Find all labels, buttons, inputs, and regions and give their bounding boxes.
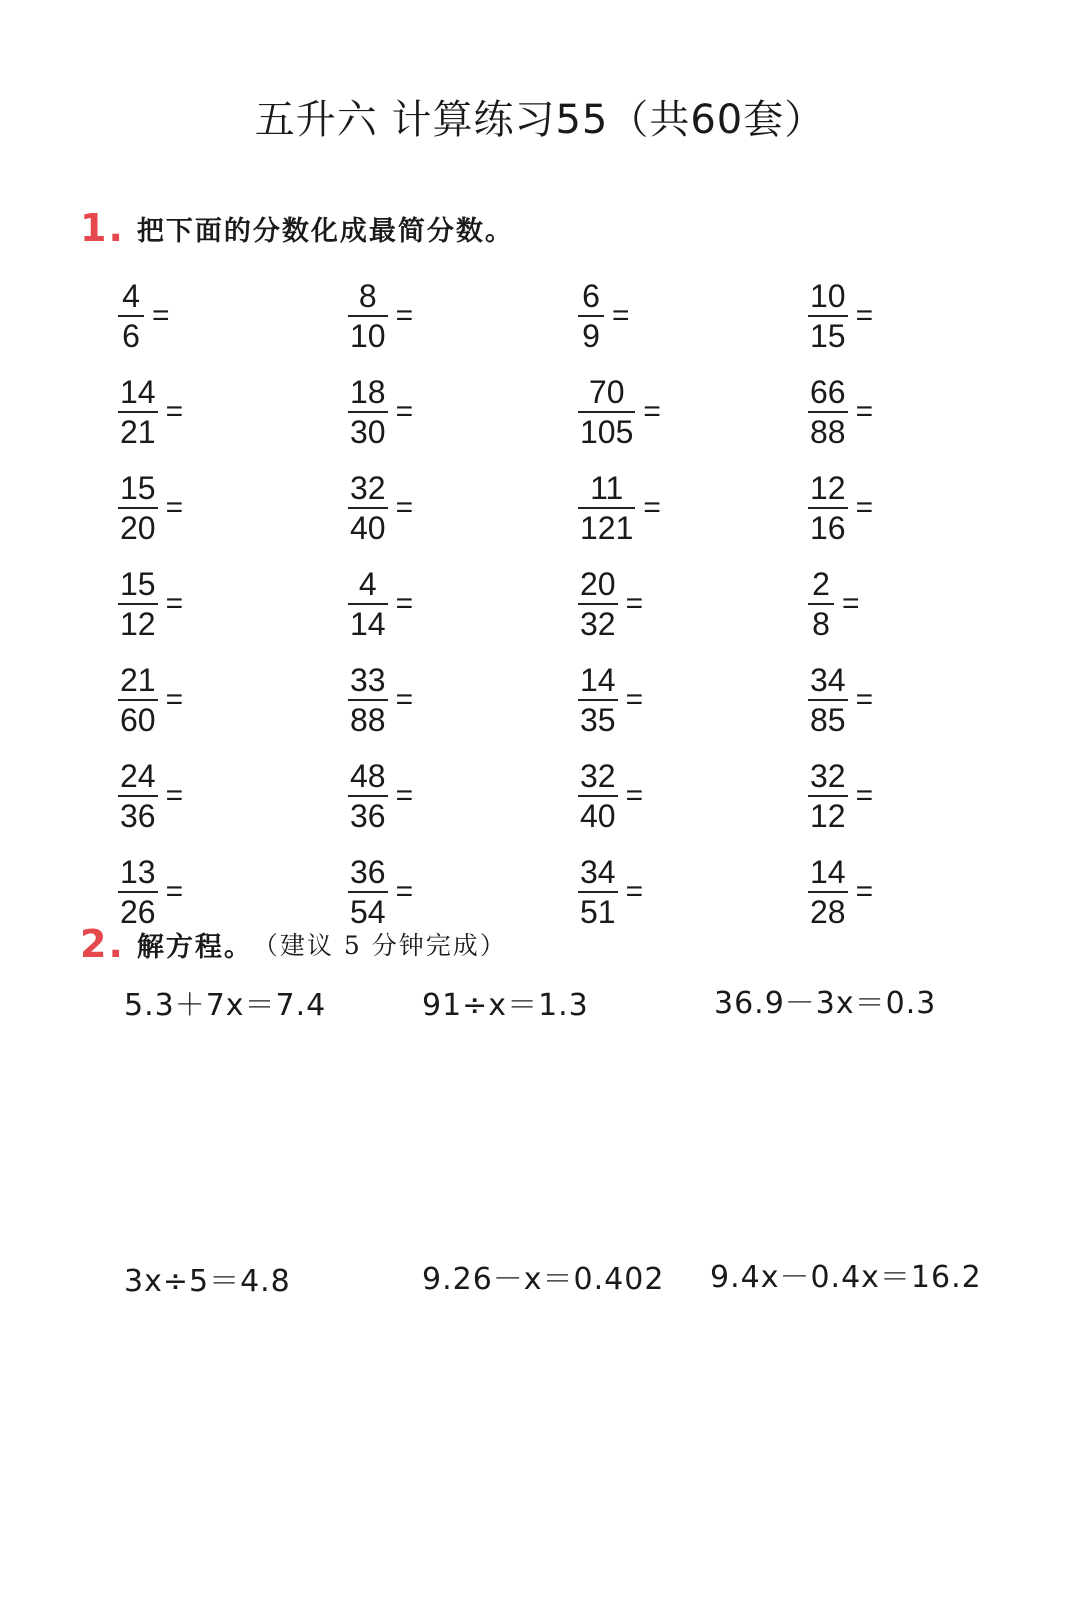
equals-sign: = <box>855 299 874 332</box>
equals-sign: = <box>165 779 184 812</box>
fraction-bar <box>348 699 388 701</box>
equals-sign: = <box>395 491 414 524</box>
fraction-problem <box>118 364 348 460</box>
equals-sign: = <box>643 491 661 524</box>
equals-sign: = <box>855 395 874 428</box>
fraction-bar <box>118 891 158 893</box>
fraction <box>578 854 618 930</box>
fraction <box>578 278 604 354</box>
fraction-problem <box>578 460 808 556</box>
section-2-instruction: 解方程。 <box>136 931 253 963</box>
fraction-denominator: 30 <box>350 414 386 450</box>
fraction-denominator: 88 <box>810 414 846 450</box>
fraction-problem <box>808 748 1038 844</box>
fraction-numerator: 32 <box>810 758 846 794</box>
fraction-numerator: 8 <box>358 278 377 314</box>
fraction <box>348 758 388 834</box>
fraction-row <box>118 556 1038 652</box>
fraction-bar <box>348 507 388 509</box>
equals-sign: = <box>165 491 184 524</box>
fraction-denominator: 20 <box>120 510 156 546</box>
fraction-problem <box>808 268 1038 364</box>
section-1-number: 1. <box>80 206 125 250</box>
fraction-problem <box>118 460 348 556</box>
fraction-numerator: 66 <box>810 374 846 410</box>
equals-sign: = <box>625 875 644 908</box>
fraction <box>118 278 144 354</box>
fraction-problem <box>348 556 578 652</box>
fraction-denominator: 51 <box>580 894 616 930</box>
equals-sign: = <box>395 587 414 620</box>
fraction-problem <box>118 268 348 364</box>
fraction-numerator: 4 <box>358 566 377 602</box>
fraction-row <box>118 748 1038 844</box>
fraction-numerator: 11 <box>590 470 624 506</box>
section-2-heading <box>80 920 507 968</box>
page-title: 五升六 计算练习55（共60套） <box>254 97 826 143</box>
fraction-grid <box>118 268 1038 940</box>
fraction-denominator: 10 <box>350 318 386 354</box>
fraction-problem <box>578 652 808 748</box>
fraction-numerator: 24 <box>120 758 156 794</box>
fraction <box>808 854 848 930</box>
fraction-denominator: 16 <box>810 510 846 546</box>
fraction-denominator: 105 <box>580 414 634 450</box>
fraction-row <box>118 364 1038 460</box>
fraction <box>578 470 635 546</box>
fraction-numerator: 21 <box>120 662 156 698</box>
fraction-problem <box>578 268 808 364</box>
equals-sign: = <box>625 779 644 812</box>
fraction <box>578 758 618 834</box>
fraction-bar <box>118 411 158 413</box>
fraction-problem <box>118 556 348 652</box>
fraction <box>118 566 158 642</box>
fraction <box>118 374 158 450</box>
fraction <box>348 662 388 738</box>
fraction-problem <box>118 652 348 748</box>
equals-sign: = <box>625 587 644 620</box>
equals-sign: = <box>395 875 414 908</box>
fraction-bar <box>118 603 158 605</box>
section-2-note: （建议 5 分钟完成） <box>252 931 507 960</box>
fraction-denominator: 32 <box>580 606 616 642</box>
fraction-numerator: 15 <box>120 470 156 506</box>
fraction <box>348 278 388 354</box>
fraction-denominator: 36 <box>120 798 156 834</box>
fraction-bar <box>118 699 158 701</box>
fraction-denominator: 54 <box>350 894 386 930</box>
fraction-numerator: 14 <box>810 854 846 890</box>
equals-sign: = <box>855 491 874 524</box>
equals-sign: = <box>152 299 170 332</box>
fraction-row <box>118 268 1038 364</box>
fraction-problem <box>578 748 808 844</box>
fraction-problem <box>808 844 1038 940</box>
fraction <box>578 566 618 642</box>
fraction <box>118 758 158 834</box>
fraction <box>808 566 834 642</box>
fraction-problem <box>348 460 578 556</box>
fraction-bar <box>578 699 618 701</box>
fraction-numerator: 32 <box>580 758 616 794</box>
fraction-numerator: 4 <box>122 278 140 314</box>
fraction-numerator: 34 <box>810 662 846 698</box>
fraction-problem <box>808 364 1038 460</box>
fraction <box>118 854 158 930</box>
fraction-numerator: 2 <box>812 566 830 602</box>
fraction-bar <box>578 603 618 605</box>
fraction-problem <box>808 556 1038 652</box>
fraction <box>348 374 388 450</box>
fraction <box>808 470 848 546</box>
fraction-bar <box>348 315 388 317</box>
fraction-problem <box>578 364 808 460</box>
fraction <box>808 758 848 834</box>
fraction <box>808 374 848 450</box>
fraction-bar <box>348 603 388 605</box>
fraction-bar <box>808 507 848 509</box>
fraction-numerator: 32 <box>350 470 386 506</box>
fraction-numerator: 20 <box>580 566 616 602</box>
fraction <box>118 662 158 738</box>
fraction <box>118 470 158 546</box>
fraction-bar <box>348 891 388 893</box>
equals-sign: = <box>395 395 414 428</box>
fraction-numerator: 10 <box>810 278 846 314</box>
equals-sign: = <box>165 683 184 716</box>
equals-sign: = <box>855 779 874 812</box>
fraction <box>808 278 848 354</box>
fraction <box>578 662 618 738</box>
fraction-numerator: 33 <box>350 662 386 698</box>
equation-2: 91÷x＝1.3 <box>422 988 589 1023</box>
section-2-number: 2. <box>80 922 125 966</box>
fraction-problem <box>808 652 1038 748</box>
equals-sign: = <box>612 299 630 332</box>
fraction-denominator: 40 <box>580 798 616 834</box>
fraction-denominator: 12 <box>810 798 846 834</box>
fraction-numerator: 13 <box>120 854 156 890</box>
equals-sign: = <box>165 395 184 428</box>
fraction-numerator: 70 <box>588 374 625 410</box>
fraction-problem <box>118 748 348 844</box>
fraction-numerator: 15 <box>120 566 156 602</box>
fraction-bar <box>578 315 604 317</box>
fraction <box>578 374 635 450</box>
fraction-numerator: 48 <box>350 758 386 794</box>
fraction-denominator: 60 <box>120 702 156 738</box>
fraction-denominator: 8 <box>812 606 830 642</box>
equals-sign: = <box>855 875 874 908</box>
section-1-heading <box>80 204 514 252</box>
fraction-numerator: 18 <box>350 374 386 410</box>
equation-3: 36.9－3x＝0.3 <box>714 986 937 1021</box>
fraction-numerator: 14 <box>580 662 616 698</box>
equals-sign: = <box>842 587 860 620</box>
fraction-numerator: 34 <box>580 854 616 890</box>
fraction-bar <box>348 795 388 797</box>
section-1-instruction: 把下面的分数化成最简分数。 <box>136 215 514 247</box>
fraction-numerator: 36 <box>350 854 386 890</box>
fraction-row <box>118 652 1038 748</box>
fraction-bar <box>808 699 848 701</box>
equation-5: 9.26－x＝0.402 <box>422 1262 665 1297</box>
fraction-numerator: 12 <box>810 470 846 506</box>
equation-4: 3x÷5＝4.8 <box>124 1264 291 1299</box>
fraction-problem <box>808 460 1038 556</box>
equals-sign: = <box>165 875 184 908</box>
fraction-bar <box>808 411 848 413</box>
fraction-bar <box>578 507 635 509</box>
fraction <box>348 566 388 642</box>
fraction-problem <box>348 364 578 460</box>
fraction-problem <box>348 268 578 364</box>
fraction-denominator: 85 <box>810 702 846 738</box>
fraction-denominator: 28 <box>810 894 846 930</box>
fraction-denominator: 35 <box>580 702 616 738</box>
fraction-problem <box>348 748 578 844</box>
fraction-denominator: 6 <box>122 318 140 354</box>
equation-6: 9.4x－0.4x＝16.2 <box>710 1260 982 1295</box>
fraction-denominator: 15 <box>810 318 846 354</box>
fraction-denominator: 9 <box>582 318 600 354</box>
fraction-denominator: 88 <box>350 702 386 738</box>
fraction-bar <box>808 795 848 797</box>
fraction-denominator: 14 <box>350 606 386 642</box>
fraction-bar <box>808 891 848 893</box>
fraction-bar <box>118 315 144 317</box>
fraction-bar <box>578 411 635 413</box>
fraction-bar <box>578 891 618 893</box>
fraction-row <box>118 460 1038 556</box>
fraction-problem <box>578 844 808 940</box>
fraction-bar <box>118 795 158 797</box>
equals-sign: = <box>395 779 414 812</box>
fraction-denominator: 26 <box>120 894 156 930</box>
fraction-denominator: 40 <box>350 510 386 546</box>
fraction-bar <box>808 315 848 317</box>
fraction <box>808 662 848 738</box>
equals-sign: = <box>395 683 414 716</box>
equation-1: 5.3＋7x＝7.4 <box>124 988 327 1023</box>
equals-sign: = <box>855 683 874 716</box>
fraction-bar <box>348 411 388 413</box>
fraction-denominator: 12 <box>120 606 156 642</box>
fraction-numerator: 6 <box>582 278 600 314</box>
fraction-denominator: 36 <box>350 798 386 834</box>
equals-sign: = <box>395 299 414 332</box>
fraction-bar <box>578 795 618 797</box>
fraction-numerator: 14 <box>120 374 156 410</box>
equals-sign: = <box>643 395 661 428</box>
equals-sign: = <box>165 587 184 620</box>
fraction-bar <box>118 507 158 509</box>
fraction <box>348 854 388 930</box>
fraction <box>348 470 388 546</box>
fraction-bar <box>808 603 834 605</box>
fraction-denominator: 21 <box>120 414 156 450</box>
fraction-problem <box>578 556 808 652</box>
fraction-denominator: 121 <box>580 510 634 546</box>
fraction-problem <box>348 652 578 748</box>
equals-sign: = <box>625 683 644 716</box>
